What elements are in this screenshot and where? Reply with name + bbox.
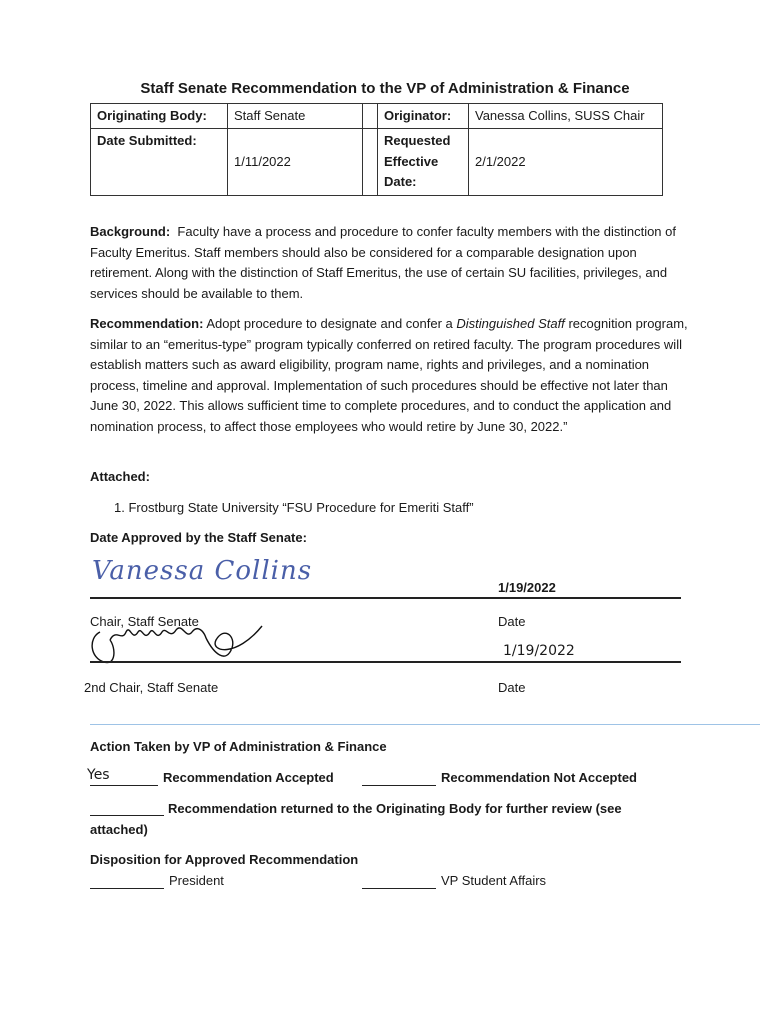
signature-second-chair [86, 618, 266, 674]
background-paragraph [90, 222, 690, 304]
date-submitted-label: Date Submitted: [91, 129, 228, 196]
attached-item: 1. Frostburg State University “FSU Procedure for Emeriti Staff” [114, 500, 474, 515]
background-text: Faculty have a process and procedure to confer faculty members with the distinction of Faculty Emeritus. Staff members should also be considered for a comparable designation upon retirement. Along with the distinction of Staff Emeritus, the use of certain SU facilities, privileges, and services should be available to them. [90, 224, 676, 301]
signature-line-1 [90, 597, 681, 599]
returned-line2: attached) [90, 822, 148, 837]
vp-student-affairs-label: VP Student Affairs [441, 873, 547, 888]
not-accepted-blank [362, 785, 436, 786]
not-accepted-label: Recommendation Not Accepted [441, 770, 637, 785]
accepted-label: Recommendation Accepted [163, 770, 334, 785]
president-blank [90, 888, 164, 889]
vp-student-affairs-blank [362, 888, 436, 889]
signature-vanessa: Vanessa Collins [92, 556, 313, 586]
originator-label: Originator: [378, 104, 469, 129]
spacer-cell [363, 104, 378, 129]
date-label-2: Date [498, 680, 526, 695]
chair-label: Chair, Staff Senate [90, 614, 199, 629]
spacer-cell [363, 129, 378, 196]
recommendation-paragraph [90, 314, 690, 437]
returned-line1: Recommendation returned to the Originating Body for further review (see [168, 801, 622, 816]
page-title: Staff Senate Recommendation to the VP of Administration & Finance [140, 80, 630, 97]
originating-body-value: Staff Senate [228, 104, 363, 129]
recommendation-text-before: Adopt procedure to designate and confer a [206, 316, 453, 331]
date-approved-2: 1/19/2022 [503, 643, 575, 659]
originating-body-label: Originating Body: [91, 104, 228, 129]
action-label: Action Taken by VP of Administration & Finance [90, 739, 387, 754]
recommendation-text-after: recognition program, similar to an “emeritus-type” program typically conferred on retired faculty. The program procedures will establish matters such as award eligibility, program name, rights and privileges, and a nomination process, timeline and approval. Implementation of such procedures should be effective not later than June 30, 2022. This allows sufficient time to complete procedures, and to conduct the application and nomination process, to affect those employees who would retire by June 30, 2022.” [90, 316, 688, 434]
background-label: Background: [90, 224, 171, 239]
recommendation-italic: Distinguished Staff [456, 316, 565, 331]
disposition-label: Disposition for Approved Recommendation [90, 852, 359, 867]
requested-effective-value: 2/1/2022 [469, 129, 663, 196]
date-approved-1: 1/19/2022 [498, 580, 556, 595]
signature-line-2 [90, 661, 681, 663]
originator-value: Vanessa Collins, SUSS Chair [469, 104, 663, 129]
recommendation-label: Recommendation: [90, 316, 204, 331]
header-table [90, 103, 663, 196]
attached-label: Attached: [90, 469, 150, 484]
approval-label: Date Approved by the Staff Senate: [90, 530, 307, 545]
returned-blank [90, 815, 164, 816]
section-divider [90, 724, 760, 725]
second-chair-label: 2nd Chair, Staff Senate [84, 680, 219, 695]
accepted-blank [90, 785, 158, 786]
requested-effective-label: Requested Effective Date: [378, 129, 469, 196]
yes-value: Yes [87, 767, 110, 783]
date-label-1: Date [498, 614, 526, 629]
date-submitted-value: 1/11/2022 [228, 129, 363, 196]
president-label: President [169, 873, 224, 888]
